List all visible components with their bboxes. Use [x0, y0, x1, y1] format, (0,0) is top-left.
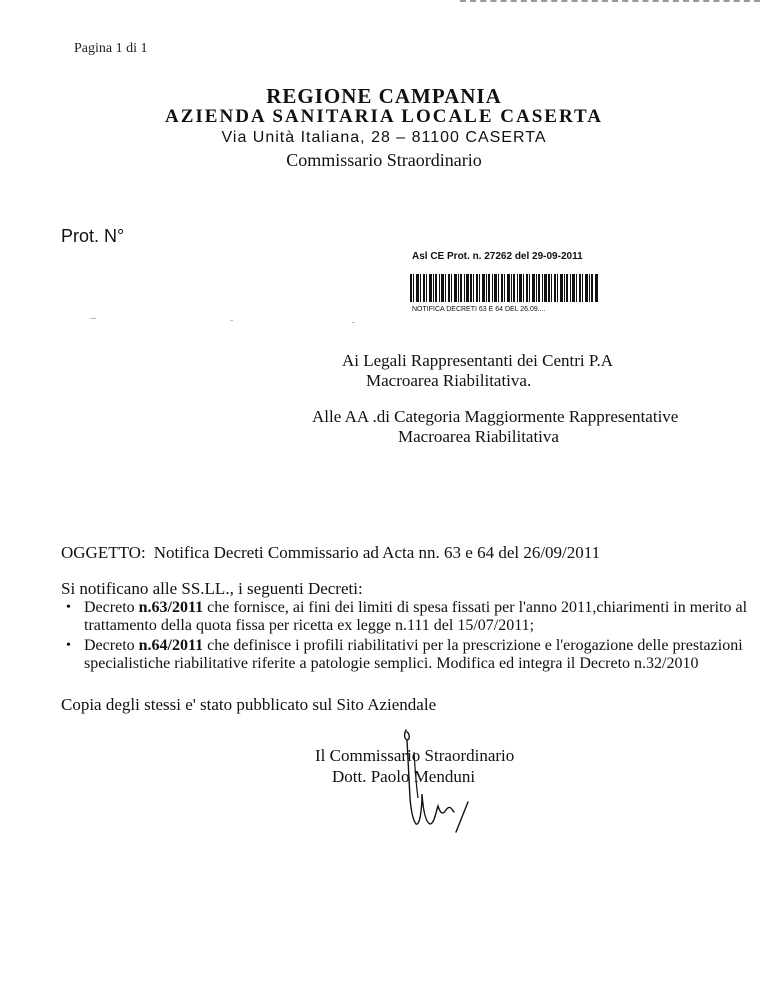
addressee-line: Macroarea Riabilitativa.: [366, 371, 532, 390]
addressee-line: Alle AA .di Categoria Maggiormente Rappresentative: [312, 407, 679, 426]
subject-text: Notifica Decreti Commissario ad Acta nn. 63 e 64 del 26/09/2011: [153, 543, 601, 562]
decree-prefix: Decreto: [84, 599, 139, 616]
body-intro: Si notificano alle SS.LL., i seguenti Decreti:: [61, 579, 363, 598]
header-office: Commissario Straordinario: [286, 150, 482, 170]
barcode-icon: [410, 274, 598, 302]
decree-text: che fornisce, ai fini dei limiti di spesa fissati per l'anno 2011,chiarimenti in merito al trattamento della quota fissa per ricetta ex legge n.111 del 15/07/2011;: [84, 599, 748, 634]
addressee-line: Macroarea Riabilitativa: [398, 427, 559, 446]
subject-line: [61, 543, 600, 563]
handwritten-signature-icon: [380, 728, 530, 838]
closing-note: Copia degli stessi e' stato pubblicato sul Sito Aziendale: [61, 695, 437, 714]
list-item: [58, 637, 748, 673]
decree-list: [58, 597, 748, 673]
header-agency: AZIENDA SANITARIA LOCALE CASERTA: [165, 106, 603, 127]
protocol-stamp: Asl CE Prot. n. 27262 del 29-09-2011: [412, 251, 583, 262]
protocol-label: Prot. N°: [61, 226, 125, 246]
scan-speck: [90, 318, 96, 319]
scan-speck: [230, 320, 233, 321]
scan-top-rule: [460, 0, 760, 6]
list-item: [58, 599, 748, 635]
signatory-title: Il Commissario Straordinario: [315, 746, 515, 765]
subject-label: OGGETTO:: [61, 543, 146, 562]
page-number: Pagina 1 di 1: [74, 41, 148, 56]
header-address: Via Unità Italiana, 28 – 81100 CASERTA: [221, 129, 547, 146]
barcode-caption: NOTIFICA DECRETI 63 E 64 DEL 26.09....: [412, 306, 546, 313]
decree-text: che definisce i profili riabilitativi per la prescrizione e l'erogazione delle prestazioni specialistiche riabilitative riferite a patologie semplici. Modifica ed integra il Decreto n.32/2010: [84, 637, 743, 672]
scan-speck: [352, 322, 355, 323]
addressee-line: Ai Legali Rappresentanti dei Centri P.A: [342, 351, 613, 370]
decree-number: n.64/2011: [138, 637, 204, 654]
decree-prefix: Decreto: [84, 637, 139, 654]
signatory-name: Dott. Paolo Menduni: [332, 767, 476, 786]
header-region: REGIONE CAMPANIA: [266, 84, 502, 108]
decree-number: n.63/2011: [138, 599, 204, 616]
